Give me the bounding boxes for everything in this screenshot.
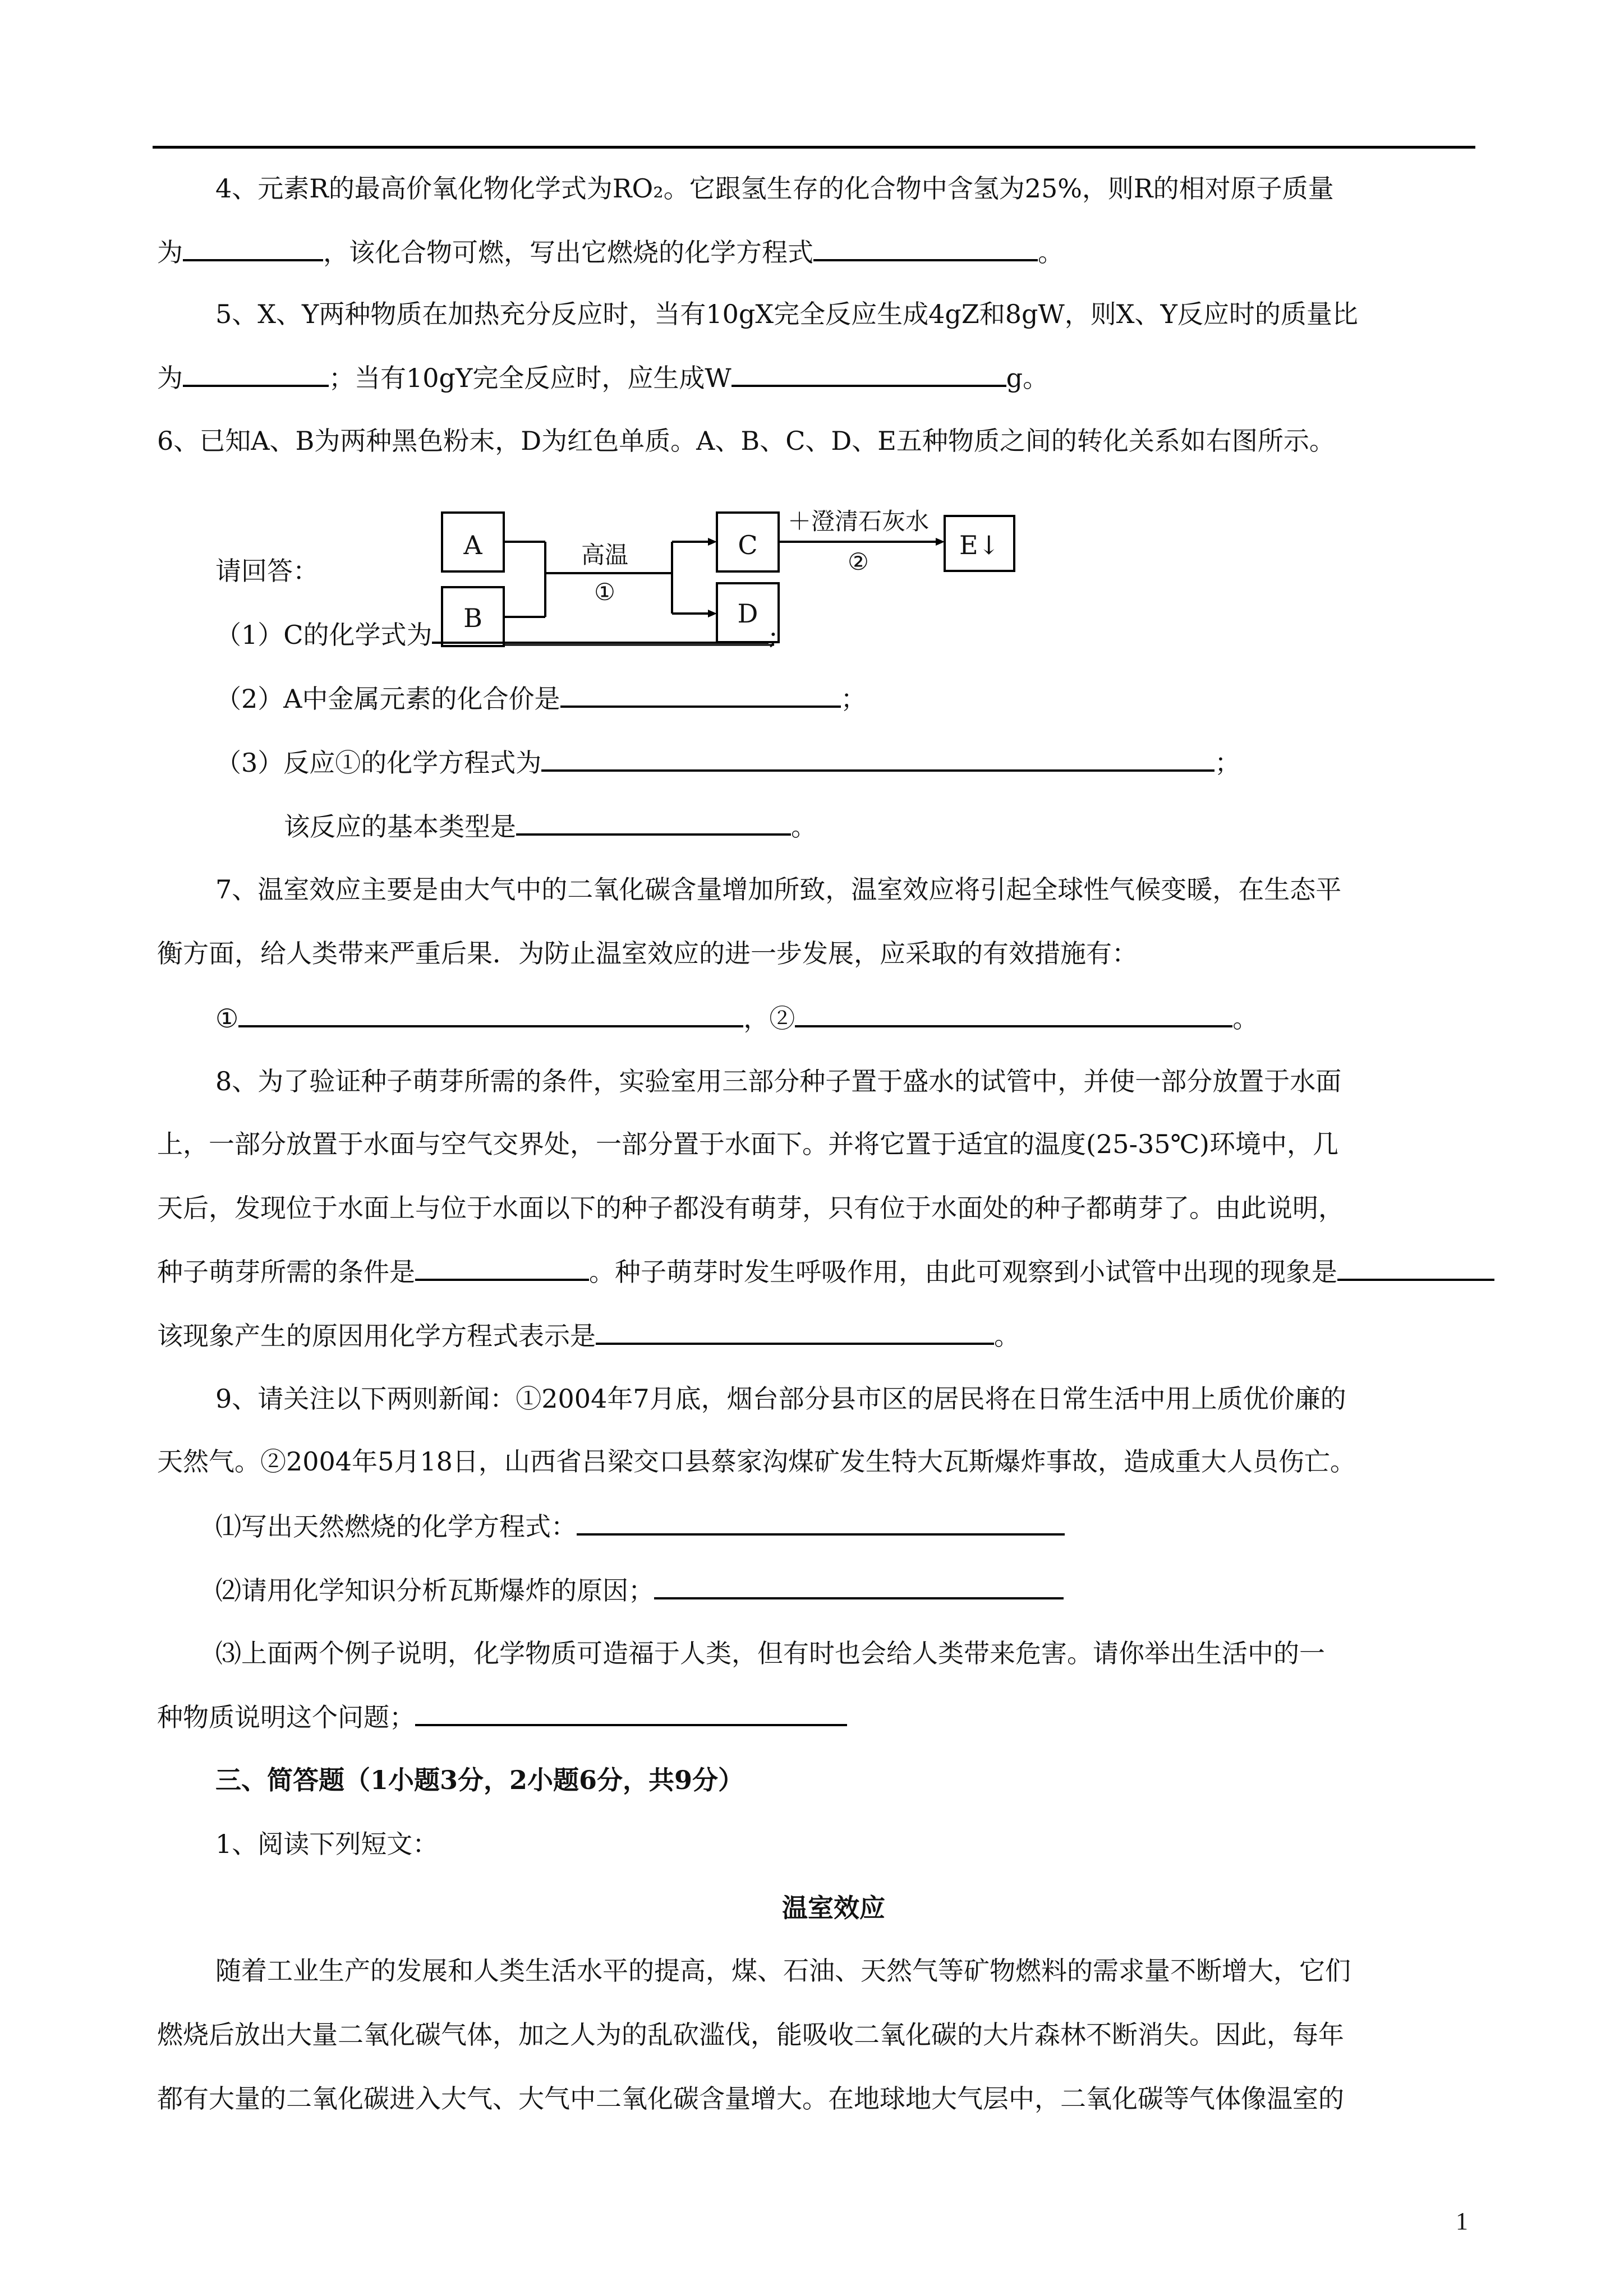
q4-text-b: ，该化合物可燃，写出它燃烧的化学方程式: [323, 237, 813, 268]
q8-text-b: 。种子萌芽时发生呼吸作用，由此可观察到小试管中出现的现象是: [589, 1257, 1337, 1287]
q8-line5: [157, 1318, 1020, 1353]
q6-prompt: 请回答：: [215, 556, 319, 586]
q6-sub2-text: （2）A中金属元素的化合价是: [215, 684, 560, 714]
q8-line3: 天后，发现位于水面上与位于水面以下的种子都没有萌芽，只有位于水面处的种子都萌芽了。由此说明，: [157, 1193, 1344, 1223]
header-rule: [153, 146, 1475, 149]
q6-type-end: 。: [791, 812, 817, 842]
box-c-label: C: [738, 530, 758, 560]
q5-text-a: 为: [157, 363, 183, 393]
box-a: [442, 513, 504, 571]
condition-limewater: ＋澄清石灰水: [787, 508, 930, 535]
condition-high-temp: 高温: [581, 541, 629, 569]
section3-heading: 三、简答题（1小题3分，2小题6分，共9分）: [215, 1765, 744, 1795]
q9-blank-reason[interactable]: [654, 1573, 1064, 1599]
q9-blank-example[interactable]: [415, 1699, 847, 1726]
q9-line1: 9、请关注以下两则新闻：①2004年7月底，烟台部分县市区的居民将在日常生活中用上质优价廉的: [215, 1384, 1346, 1414]
q4-line2: [157, 234, 1064, 269]
q5-line2: [157, 360, 1048, 395]
q6-sub2-end: ；: [840, 684, 867, 714]
q8-blank-equation[interactable]: [596, 1318, 994, 1345]
page-number: 1: [1456, 2207, 1468, 2235]
q9-line2: 天然气。②2004年5月18日，山西省吕梁交口县蔡家沟煤矿发生特大瓦斯爆炸事故，造成重大人员伤亡。: [157, 1446, 1356, 1477]
q4-blank-mass[interactable]: [183, 234, 323, 261]
q8-line2: 上，一部分放置于水面与空气交界处，一部分置于水面下。并将它置于适宜的温度(25-35℃)环境中，几: [157, 1129, 1338, 1159]
q4-text-a: 为: [157, 237, 183, 268]
q4-blank-equation[interactable]: [813, 234, 1038, 261]
article-line3: 都有大量的二氧化碳进入大气、大气中二氧化碳含量增大。在地球地大气层中，二氧化碳等气体像温室的: [157, 2083, 1344, 2114]
q5-blank-ratio[interactable]: [183, 360, 329, 387]
q5-line1: 5、X、Y两种物质在加热充分反应时，当有10gX完全反应生成4gZ和8gW，则X、Y反应时的质量比: [215, 299, 1358, 329]
box-a-label: A: [463, 530, 482, 560]
q7-line3: [215, 1001, 1258, 1035]
q6-sub2: [215, 681, 867, 716]
q7-end: 。: [1232, 1003, 1259, 1034]
q4-line1: 4、元素R的最高价氧化物化学式为RO₂。它跟氢生存的化合物中含氢为25%，则R的相对原子质量: [215, 173, 1334, 204]
box-d-label: D: [737, 598, 758, 629]
q8-text-d: 。: [994, 1321, 1020, 1351]
q7-marker-2: ，②: [743, 1003, 795, 1034]
q6-intro: 6、已知A、B为两种黑色粉末，D为红色单质。A、B、C、D、E五种物质之间的转化关系如右图所示。: [157, 426, 1335, 456]
q6-sub3: [215, 745, 1240, 780]
q8-blank-phenomenon[interactable]: [1337, 1254, 1494, 1281]
q5-text-b: ；当有10gY完全反应时，应生成W: [329, 363, 732, 393]
q7-line1: 7、温室效应主要是由大气中的二氧化碳含量增加所致，温室效应将引起全球性气候变暖，在生态平: [215, 874, 1342, 905]
q6-sub3-end: ；: [1214, 748, 1241, 778]
q5-blank-w[interactable]: [732, 360, 1006, 387]
q9-sub1: [215, 1509, 1065, 1543]
q8-text-c: 该现象产生的原因用化学方程式表示是: [157, 1321, 596, 1351]
q7-marker-1: ①: [215, 1003, 239, 1034]
condition-1-marker: ①: [594, 578, 615, 606]
q6-blank-formula-c[interactable]: [432, 617, 769, 644]
q6-type-text: 该反应的基本类型是: [284, 812, 516, 842]
q8-text-a: 种子萌芽所需的条件是: [157, 1257, 415, 1287]
article-line1: 随着工业生产的发展和人类生活水平的提高，煤、石油、天然气等矿物燃料的需求量不断增大，它们: [215, 1956, 1351, 1986]
article-line2: 燃烧后放出大量二氧化碳气体，加之人为的乱砍滥伐，能吸收二氧化碳的大片森林不断消失。因此，每年: [157, 2020, 1344, 2050]
q6-sub1-end: ;: [769, 620, 778, 650]
box-e: [945, 516, 1014, 571]
q6-blank-equation[interactable]: [541, 745, 1214, 772]
q6-blank-reaction-type[interactable]: [516, 809, 791, 836]
box-e-label: E↓: [959, 530, 1000, 560]
q9-sub2: [215, 1573, 1064, 1607]
q9-sub3-line2: [157, 1699, 847, 1734]
q4-text-c: 。: [1038, 237, 1064, 268]
q7-blank-measure-2[interactable]: [795, 1001, 1232, 1027]
q9-sub3-line1: ⑶上面两个例子说明，化学物质可造福于人类，但有时也会给人类带来危害。请你举出生活中的一: [215, 1638, 1325, 1668]
article-title: 温室效应: [782, 1893, 885, 1923]
box-c: [717, 513, 779, 571]
q6-sub3-text: （3）反应①的化学方程式为: [215, 748, 542, 778]
q9-blank-equation[interactable]: [577, 1509, 1065, 1536]
q6-blank-valence[interactable]: [560, 681, 841, 708]
box-b-label: B: [463, 603, 482, 633]
q9-sub2-text: ⑵请用化学知识分析瓦斯爆炸的原因；: [215, 1575, 654, 1606]
q6-sub3-type: [284, 809, 817, 843]
q7-line2: 衡方面，给人类带来严重后果．为防止温室效应的进一步发展，应采取的有效措施有：: [157, 938, 1138, 969]
q5-text-c: g。: [1006, 363, 1049, 393]
q6-sub1: [215, 617, 778, 652]
q7-blank-measure-1[interactable]: [238, 1001, 743, 1027]
q8-blank-condition[interactable]: [415, 1254, 589, 1281]
q9-sub3-text: 种物质说明这个问题；: [157, 1702, 415, 1732]
q8-line1: 8、为了验证种子萌芽所需的条件，实验室用三部分种子置于盛水的试管中，并使一部分放置于水面: [215, 1066, 1342, 1096]
q8-line4: [157, 1254, 1494, 1289]
q9-sub1-text: ⑴写出天然燃烧的化学方程式：: [215, 1511, 577, 1542]
q6-sub1-text: （1）C的化学式为: [215, 620, 433, 650]
section3-q1: 1、阅读下列短文：: [215, 1829, 439, 1859]
condition-2-marker: ②: [848, 548, 869, 575]
